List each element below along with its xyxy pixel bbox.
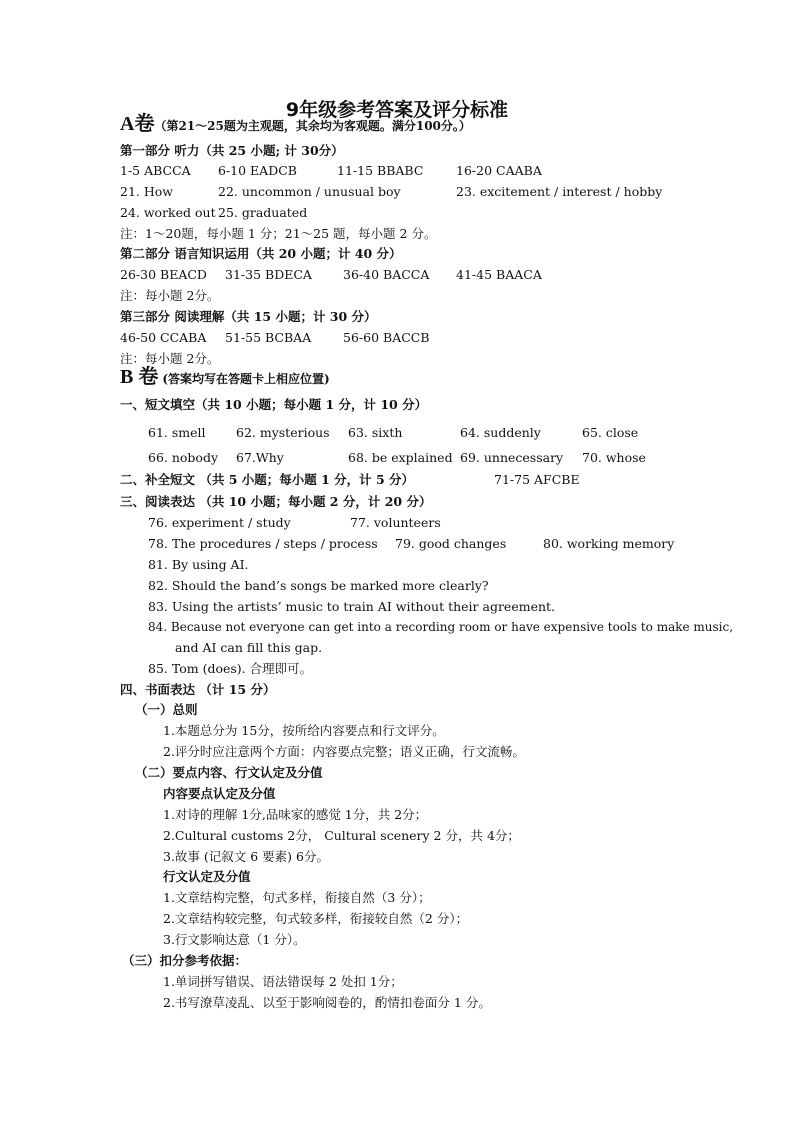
answer-item: 62. mysterious [236,425,330,440]
answer-item-continued: and AI can fill this gap. [175,640,323,655]
answer-item: 83. Using the artists’ music to train AI without their agreement. [148,599,556,614]
section-a-header [120,113,471,135]
answer-item: 85. Tom (does). 合理即可。 [148,661,313,676]
answer-group: 31-35 BDECA [225,267,312,282]
answer-item: 70. whose [582,450,646,465]
answer-item: 63. sixth [348,425,403,440]
answer-item: 21. How [120,184,173,199]
answer-item: 61. smell [148,425,206,440]
answer-item: 67.Why [236,450,284,465]
part3-heading: 第三部分 阅读理解（共 15 小题；计 30 分） [120,309,377,324]
rule-item: 3.行文影响达意（1 分）。 [163,932,306,947]
key-points-heading: （二）要点内容、行文认定及分值 [135,765,323,780]
rule-item: 2.文章结构较完整，句式较多样，衔接较自然（2 分）； [163,911,469,926]
rule-item: 1.对诗的理解 1分,品味家的感觉 1分，共 2分； [163,807,428,822]
answer-item: 84. Because not everyone can get into a recording room or have expensive tools to make music, [148,620,734,634]
section-b-header [120,366,330,388]
rule-item: 2.书写潦草凌乱、以至于影响阅卷的，酌情扣卷面分 1 分。 [163,995,491,1010]
answer-item: 79. good changes [395,536,507,551]
general-rules-heading: （一）总则 [135,702,198,717]
answer-item: 65. close [582,425,639,440]
part3-note: 注：每小题 2分。 [120,351,220,366]
answer-item: 69. unnecessary [460,450,564,465]
answer-item: 25. graduated [218,205,308,220]
answer-group: 36-40 BACCA [343,267,430,282]
part2-heading: 第二部分 语言知识运用（共 20 小题；计 40 分） [120,246,402,261]
answer-item: 76. experiment / study [148,515,291,530]
answer-group: 51-55 BCBAA [225,330,312,345]
rule-item: 2.评分时应注意两个方面：内容要点完整；语义正确，行文流畅。 [163,744,525,759]
answer-group: 6-10 EADCB [218,163,297,178]
section-b-label: B 卷 [120,366,159,388]
rule-item: 3.故事 (记叙文 6 要素) 6分。 [163,849,329,864]
b-section1-heading: 一、短文填空（共 10 小题；每小题 1 分，计 10 分） [120,397,428,412]
part2-note: 注：每小题 2分。 [120,288,220,303]
part1-heading: 第一部分 听力（共 25 小题; 计 30分） [120,143,344,158]
answer-group: 71-75 AFCBE [494,472,580,487]
b-section3-heading: 三、阅读表达 （共 10 小题；每小题 2 分，计 20 分） [120,494,432,509]
section-a-note: （第21～25题为主观题，其余均为客观题。满分100分。） [154,119,471,133]
b-section4-heading: 四、书面表达 （计 15 分） [120,682,276,697]
answer-item: 66. nobody [148,450,219,465]
page-title: 9年级参考答案及评分标准 [285,99,509,121]
rule-item: 1.文章结构完整，句式多样，衔接自然（3 分）； [163,890,431,905]
answer-item: 78. The procedures / steps / process [148,536,378,551]
part1-note: 注：1～20题，每小题 1 分；21～25 题，每小题 2 分。 [120,226,437,241]
answer-item: 24. worked out [120,205,216,220]
answer-group: 56-60 BACCB [343,330,430,345]
writing-quality-subheading: 行文认定及分值 [163,869,251,884]
rule-item: 1.本题总分为 15分，按所给内容要点和行文评分。 [163,723,445,738]
answer-group: 1-5 ABCCA [120,163,191,178]
answer-item: 68. be explained [348,450,453,465]
content-points-subheading: 内容要点认定及分值 [163,786,276,801]
section-a-label: A卷 [120,113,155,135]
rule-item: 2.Cultural customs 2分， Cultural scenery 2 分，共 4分； [163,828,520,843]
section-b-note: (答案均写在答题卡上相应位置) [162,372,330,386]
answer-item: 64. suddenly [460,425,541,440]
answer-item: 22. uncommon / unusual boy [218,184,401,199]
rule-item: 1.单词拼写错误、语法错误每 2 处扣 1分； [163,974,403,989]
answer-item: 81. By using AI. [148,557,249,572]
answer-group: 16-20 CAABA [456,163,542,178]
deduction-heading: （三）扣分参考依据： [122,953,248,968]
answer-group: 26-30 BEACD [120,267,207,282]
answer-group: 46-50 CCABA [120,330,207,345]
answer-item: 82. Should the band’s songs be marked more clearly? [148,578,489,593]
answer-item: 77. volunteers [350,515,441,530]
answer-item: 80. working memory [543,536,675,551]
b-section2-heading: 二、补全短文 （共 5 小题；每小题 1 分，计 5 分） [120,472,415,487]
answer-group: 41-45 BAACA [456,267,542,282]
answer-item: 23. excitement / interest / hobby [456,184,663,199]
answer-group: 11-15 BBABC [337,163,424,178]
